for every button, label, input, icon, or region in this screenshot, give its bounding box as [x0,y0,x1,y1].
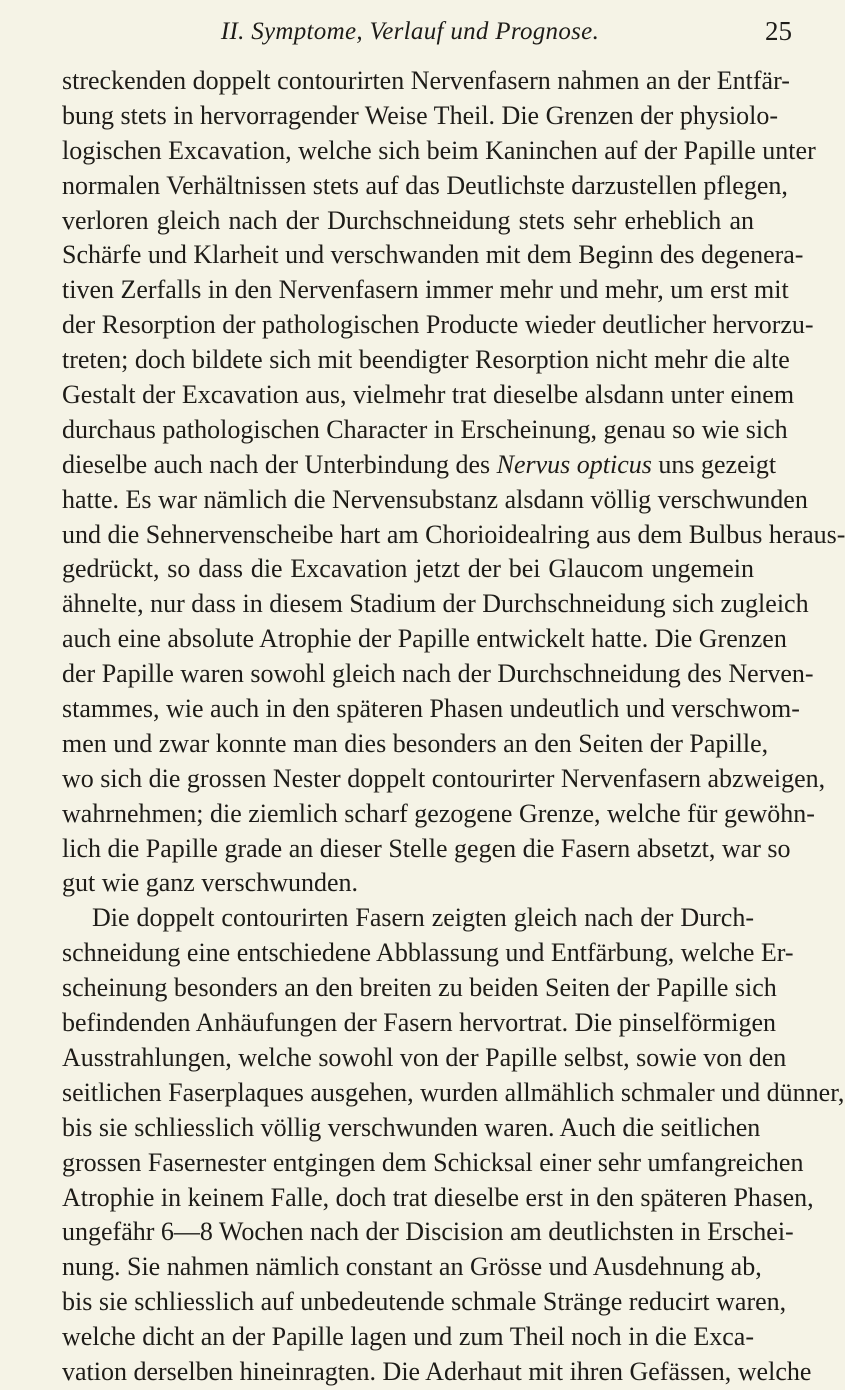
text-line: hatte. Es war nämlich die Nervensubstanz alsdann völlig verschwunden [62,484,808,514]
text-line: wo sich die grossen Nester doppelt contourirter Nervenfasern abzweigen, [62,763,826,793]
text-line: treten; doch bildete sich mit beendigter Resorption nicht mehr die alte [62,345,790,375]
text-line: der Resorption der pathologischen Producte wieder deutlicher hervorzu- [62,310,814,340]
text-line: scheinung besonders an den breiten zu beiden Seiten der Papille sich [62,973,777,1003]
body-text [62,64,845,1390]
text-line: Ausstrahlungen, welche sowohl von der Papille selbst, sowie von den [62,1042,787,1072]
text-line: Gestalt der Excavation aus, vielmehr trat dieselbe alsdann unter einem [62,380,795,410]
text-line: bis sie schliesslich auf unbedeutende schmale Stränge reducirt waren, [62,1287,787,1317]
text-line: logischen Excavation, welche sich beim Kaninchen auf der Papille unter [62,135,816,165]
text-line: bung stets in hervorragender Weise Theil. Die Grenzen der physiolo- [62,100,779,130]
text-line: befindenden Anhäufungen der Fasern hervortrat. Die pinselförmigen [62,1008,777,1038]
text-line: vation derselben hineinragten. Die Aderhaut mit ihren Gefässen, welche [62,1356,812,1386]
text-line: normalen Verhältnissen stets auf das Deutlichste darzustellen pflegen, [62,170,788,200]
text-line: Schärfe und Klarheit und verschwanden mit dem Beginn des degenera- [62,240,804,270]
text-line: stammes, wie auch in den späteren Phasen undeutlich und verschwom- [62,694,800,724]
text-line: Atrophie in keinem Falle, doch trat dieselbe erst in den späteren Phasen, [62,1182,814,1212]
text-segment: uns gezeigt [658,449,777,479]
text-line: gedrückt, so dass die Excavation jetzt der bei Glaucom ungemein [62,554,754,584]
text-line: gut wie ganz verschwunden. [62,868,359,898]
text-line: men und zwar konnte man dies besonders an den Seiten der Papille, [62,728,769,758]
text-line: lich die Papille grade an dieser Stelle gegen die Fasern absetzt, war so [62,833,791,863]
text-segment: dieselbe auch nach der Unterbindung des [62,449,491,479]
text-line: ähnelte, nur dass in diesem Stadium der Durchschneidung sich zugleich [62,589,809,619]
text-line: verloren gleich nach der Durchschneidung stets sehr erheblich an [62,205,754,235]
text-line: streckenden doppelt contourirten Nervenfasern nahmen an der Entfär- [62,66,790,95]
running-head: II. Symptome, Verlauf und Prognose. [220,18,600,45]
text-line [62,448,777,483]
text-line: tiven Zerfalls in den Nervenfasern immer mehr und mehr, um erst mit [62,275,789,305]
text-line: und die Sehnervenscheibe hart am Chorioidealring aus dem Bulbus heraus- [62,519,845,549]
text-line: ungefähr 6—8 Wochen nach der Discision am deutlichsten in Erschei- [62,1217,794,1247]
page-number: 25 [765,16,792,46]
text-line: grossen Fasernester entgingen dem Schicksal einer sehr umfangreichen [62,1147,804,1177]
text-line: bis sie schliesslich völlig verschwunden waren. Auch die seitlichen [62,1112,761,1142]
text-line: Die doppelt contourirten Fasern zeigten gleich nach der Durch- [92,903,754,933]
text-line: der Papille waren sowohl gleich nach der Durchschneidung des Nerven- [62,659,814,689]
text-line: seitlichen Faserplaques ausgehen, wurden allmählich schmaler und dünner, [62,1077,845,1107]
italic-term: Nervus opticus [496,449,652,479]
text-line: schneidung eine entschiedene Abblassung und Entfärbung, welche Er- [62,938,794,968]
text-line: durchaus pathologischen Character in Erscheinung, genau so wie sich [62,414,788,444]
text-line: wahrnehmen; die ziemlich scharf gezogene Grenze, welche für gewöhn- [62,798,815,828]
text-line: auch eine absolute Atrophie der Papille entwickelt hatte. Die Grenzen [62,624,787,654]
page-header [60,14,792,54]
text-line: welche dicht an der Papille lagen und zum Theil noch in die Exca- [62,1322,754,1352]
text-line: nung. Sie nahmen nämlich constant an Grösse und Ausdehnung ab, [62,1252,762,1282]
